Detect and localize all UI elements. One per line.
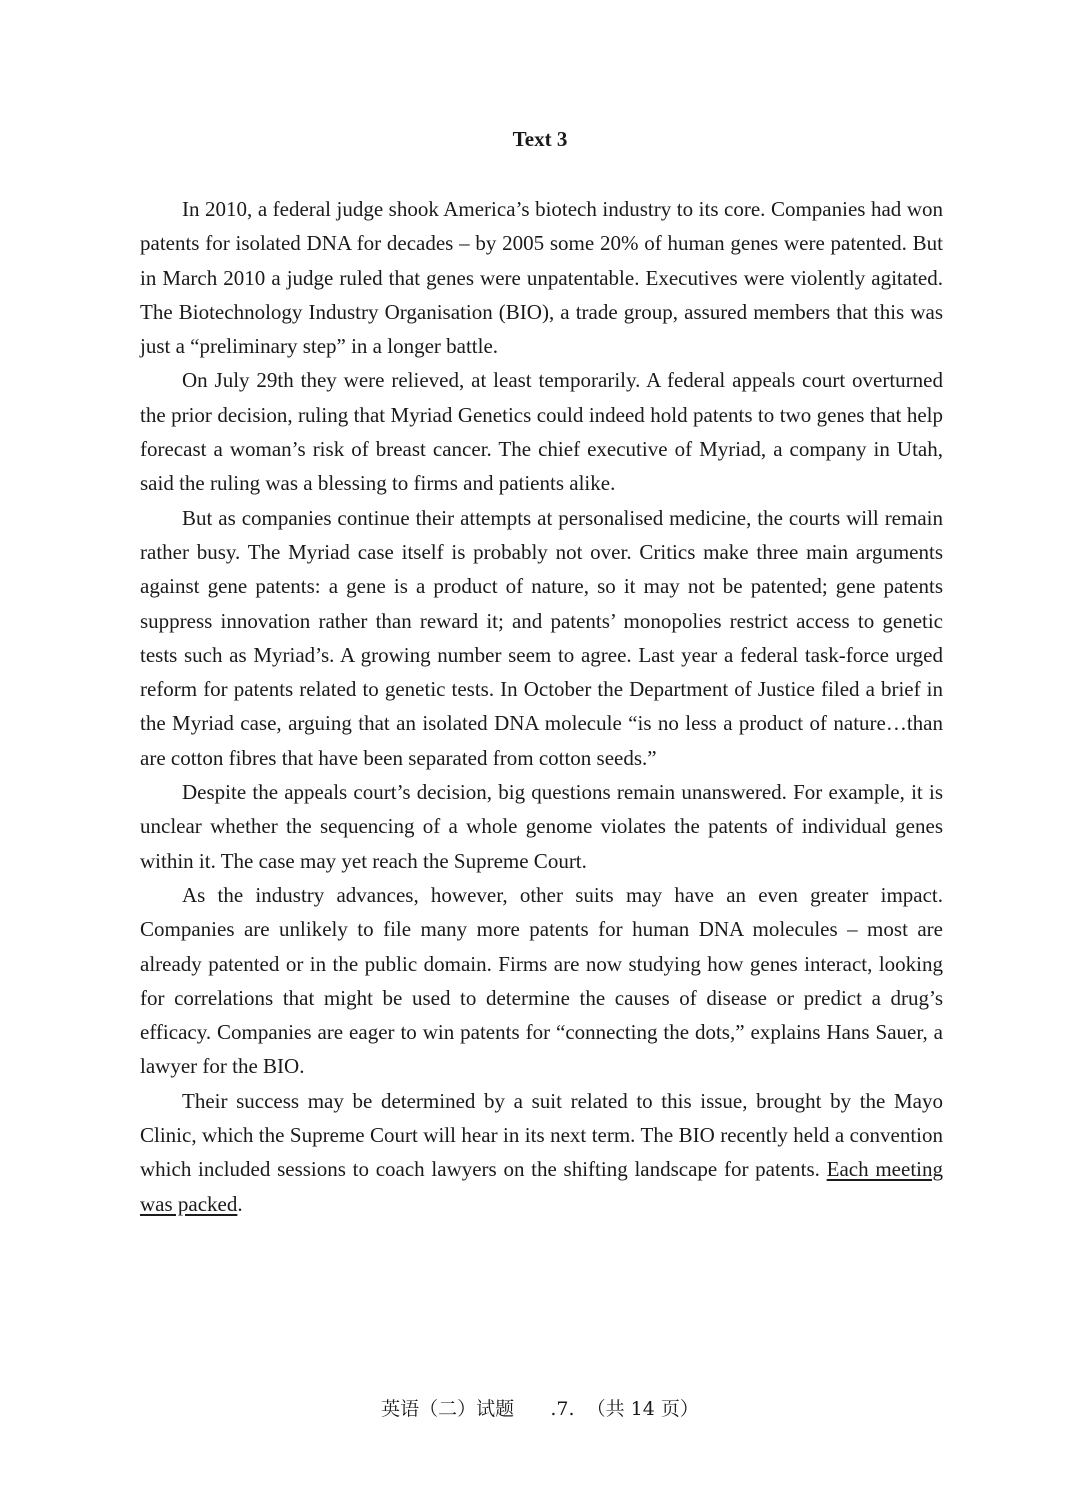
paragraph-2: On July 29th they were relieved, at least temporarily. A federal appeals court overturned the prior decision, ruling that Myriad Genetics could indeed hold patents to two genes that help forecast a woman’s risk of breast cancer. The chief executive of Myriad, a company in Utah, said the ruling was a blessing to firms and patients alike. [140, 368, 943, 496]
paragraph-5: As the industry advances, however, other suits may have an even greater impact. Companies are unlikely to file many more patents for human DNA molecules – most are already patented or in the public domain. Firms are now studying how genes interact, looking for correlations that might be used to determine the causes of disease or predict a drug’s efficacy. Companies are eager to win patents for “connecting the dots,” explains Hans Sauer, a lawyer for the BIO. [140, 882, 943, 1079]
footer-page-number: .7. [550, 1398, 575, 1420]
paragraph-1: In 2010, a federal judge shook America’s biotech industry to its core. Companies had won patents for isolated DNA for decades – by 2005 some 20% of human genes were patented. But in March 2010 a judge ruled that genes were unpatentable. Executives were violently agitated. The Biotechnology Industry Organisation (BIO), a trade group, assured members that this was just a “preliminary step” in a longer battle. [140, 197, 943, 359]
passage-body [140, 192, 943, 1221]
page-footer [0, 1394, 1080, 1424]
passage-title: Text 3 [512, 127, 568, 151]
underlined-sentence: Each meeting was packed [140, 1157, 943, 1216]
footer-subject: 英语（二）试题 [381, 1398, 515, 1420]
paragraph-3: But as companies continue their attempts at personalised medicine, the courts will remain rather busy. The Myriad case itself is probably not over. Critics make three main arguments against gene patents: a gene is a product of nature, so it may not be patented; gene patents suppress innovation rather than reward it; and patents’ monopolies restrict access to genetic tests such as Myriad’s. A growing number seem to agree. Last year a federal task-force urged reform for patents related to genetic tests. In October the Department of Justice filed a brief in the Myriad case, arguing that an isolated DNA molecule “is no less a product of nature…than are cotton fibres that have been separated from cotton seeds.” [140, 505, 943, 770]
paragraph-6-text: Their success may be determined by a suit related to this issue, brought by the Mayo Clinic, which the Supreme Court will hear in its next term. The BIO recently held a convention which included sessions to coach lawyers on the shifting landscape for patents. [140, 1088, 943, 1182]
footer-total-pages: （共 14 页） [586, 1398, 699, 1420]
paragraph-6-end: . [237, 1191, 243, 1216]
paragraph-4: Despite the appeals court’s decision, big questions remain unanswered. For example, it is unclear whether the sequencing of a whole genome violates the patents of individual genes within it. The case may yet reach the Supreme Court. [140, 780, 943, 873]
paragraph-6 [140, 1084, 943, 1221]
